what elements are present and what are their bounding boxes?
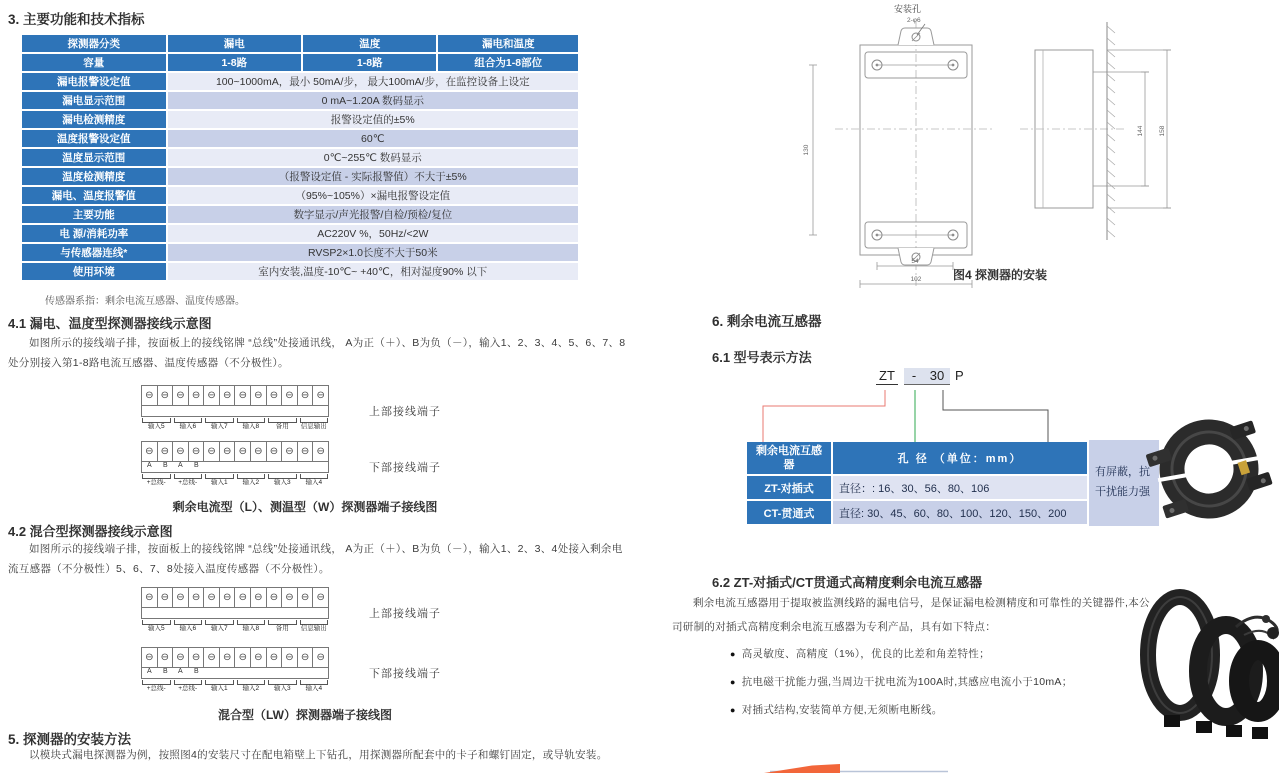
- screw-terminal-icon: ⊖: [158, 648, 174, 667]
- spec-value: （95%~105%）×漏电报警设定值: [168, 187, 578, 204]
- table-row: [22, 263, 578, 280]
- bottom-banner-fragment: [760, 762, 960, 776]
- terminal-label: 输入3: [268, 474, 297, 487]
- lower-terminal-caption: 下部接线端子: [369, 668, 441, 680]
- terminal-label: 输入4: [300, 474, 329, 487]
- terminal-label: 备用: [268, 418, 297, 431]
- section62-paragraph: 剩余电流互感器用于提取被监测线路的漏电信号，是保证漏电检测精度和可靠性的关键器件,本公司研制的对插式高精度剩余电流互感器为专利产品，具有如下特点：: [672, 597, 1150, 633]
- figure4-drawing: [795, 0, 1235, 295]
- table-row: [22, 73, 578, 90]
- screw-terminal-icon: ⊖: [189, 386, 205, 405]
- table-row: [22, 225, 578, 242]
- spec-header-cell: 温度: [303, 35, 436, 52]
- terminal-block-upper-41: [141, 385, 441, 431]
- screw-terminal-icon: ⊖: [189, 588, 205, 607]
- terminal-strip: [141, 587, 329, 608]
- spec-value: 100~1000mA，最小 50mA/步， 最大100mA/步，在监控设备上设定: [168, 73, 578, 90]
- terminal-labels: [141, 418, 329, 431]
- terminal-block-lower-41: [141, 441, 441, 487]
- bullet-icon: ●: [730, 705, 736, 715]
- spec-label: 漏电报警设定值: [22, 73, 166, 90]
- screw-terminal-icon: ⊖: [204, 588, 220, 607]
- split-core-ct-photo: [1145, 410, 1273, 528]
- terminal-label: 输入7: [205, 620, 234, 633]
- model-row-label: ZT-对插式: [747, 476, 831, 499]
- screw-terminal-icon: ⊖: [235, 386, 251, 405]
- section6-title: 6. 剩余电流互感器: [712, 314, 822, 329]
- screw-terminal-icon: ⊖: [220, 648, 236, 667]
- terminal-bar: [141, 608, 329, 619]
- bullet-icon: ●: [730, 649, 736, 659]
- screw-terminal-icon: ⊖: [235, 648, 251, 667]
- table-row: [22, 54, 578, 71]
- terminal-label: 输入1: [205, 680, 234, 693]
- section5-title: 5. 探测器的安装方法: [8, 732, 132, 747]
- screw-terminal-icon: ⊖: [142, 588, 158, 607]
- caption-42: 混合型（LW）探测器端子接线图: [218, 708, 392, 722]
- bus-letter: B: [163, 668, 168, 675]
- section61-title: 6.1 型号表示方法: [712, 350, 812, 365]
- model-table-side-note: 有屏蔽，抗干扰能力强: [1089, 440, 1159, 526]
- side-view: [1020, 22, 1125, 240]
- bus-letter: A: [178, 668, 183, 675]
- table-row: [747, 442, 1087, 474]
- terminal-strip: [141, 385, 329, 406]
- feature-list: [730, 646, 1160, 730]
- screw-terminal-icon: ⊖: [298, 386, 314, 405]
- terminal-label: 输入1: [205, 474, 234, 487]
- bus-letter: B: [163, 462, 168, 469]
- bus-letter: A: [147, 668, 152, 675]
- screw-terminal-icon: ⊖: [204, 648, 220, 667]
- section5-paragraph: 以模块式漏电探测器为例，按照图4的安装尺寸在配电箱壁上下钻孔，用探测器所配套中的卡子和螺钉固定，或导轨安装。: [29, 749, 608, 761]
- spec-label: 漏电检测精度: [22, 111, 166, 128]
- spec-value: 0 mA~1.20A 数码显示: [168, 92, 578, 109]
- table-row: [22, 244, 578, 261]
- model-table-header-col: 剩余电流互感器: [747, 442, 831, 474]
- screw-terminal-icon: ⊖: [251, 588, 267, 607]
- spec-label: 使用环境: [22, 263, 166, 280]
- toroidal-ct-photo: [1140, 575, 1279, 748]
- upper-terminal-caption: 上部接线端子: [369, 608, 441, 620]
- terminal-bar: [141, 462, 329, 473]
- model-table-header-val: 孔 径 （单位：mm）: [833, 442, 1087, 474]
- screw-terminal-icon: ⊖: [267, 648, 283, 667]
- terminal-block-upper-42: [141, 587, 441, 633]
- terminal-label: 输入2: [237, 680, 266, 693]
- table-row: [22, 187, 578, 204]
- spec-table-footnote: 传感器系指：剩余电流互感器、温度传感器。: [45, 296, 245, 307]
- table-row: [22, 168, 578, 185]
- terminal-labels: [141, 474, 329, 487]
- screw-terminal-icon: ⊖: [220, 442, 236, 461]
- section41-title: 4.1 漏电、温度型探测器接线示意图: [8, 316, 212, 331]
- spec-label: 温度显示范围: [22, 149, 166, 166]
- bus-letter: A: [147, 462, 152, 469]
- spec-value: 数字显示/声光报警/自检/预检/复位: [168, 206, 578, 223]
- screw-terminal-icon: ⊖: [158, 588, 174, 607]
- terminal-label: 输入2: [237, 474, 266, 487]
- terminal-labels: [141, 620, 329, 633]
- screw-terminal-icon: ⊖: [267, 386, 283, 405]
- terminal-bar: [141, 406, 329, 417]
- terminal-label: 输入5: [142, 620, 171, 633]
- svg-text:安装孔: 安装孔: [894, 4, 922, 14]
- terminal-label: 信息输出: [300, 620, 329, 633]
- bullet-icon: ●: [730, 677, 736, 687]
- screw-terminal-icon: ⊖: [142, 442, 158, 461]
- terminal-label: 输入6: [174, 418, 203, 431]
- screw-terminal-icon: ⊖: [251, 442, 267, 461]
- spec-value: 0℃~255℃ 数码显示: [168, 149, 578, 166]
- terminal-label: 输入3: [268, 680, 297, 693]
- screw-terminal-icon: ⊖: [189, 648, 205, 667]
- model-row-value: 直径: 30、45、60、80、100、120、150、200: [833, 501, 1087, 524]
- caption-41: 剩余电流型（L）、测温型（W）探测器端子接线图: [172, 500, 438, 514]
- spec-cell: 容量: [22, 54, 166, 71]
- spec-value: RVSP2×1.0长度不大于50米: [168, 244, 578, 261]
- screw-terminal-icon: ⊖: [158, 386, 174, 405]
- svg-text:2-φ6: 2-φ6: [907, 17, 921, 24]
- screw-terminal-icon: ⊖: [173, 386, 189, 405]
- list-item: ● 对插式结构,安装简单方便,无须断电断线。: [730, 704, 943, 716]
- screw-terminal-icon: ⊖: [282, 442, 298, 461]
- spec-value: （报警设定值 - 实际报警值）不大于±5%: [168, 168, 578, 185]
- terminal-label: 输入8: [237, 418, 266, 431]
- spec-label: 温度报警设定值: [22, 130, 166, 147]
- screw-terminal-icon: ⊖: [267, 588, 283, 607]
- screw-terminal-icon: ⊖: [298, 442, 314, 461]
- table-row: [22, 149, 578, 166]
- upper-terminal-caption: 上部接线端子: [369, 406, 441, 418]
- model-series: ZT: [876, 368, 898, 385]
- screw-terminal-icon: ⊖: [142, 386, 158, 405]
- table-row: [22, 130, 578, 147]
- table-row: [22, 92, 578, 109]
- spec-label: 漏电显示范围: [22, 92, 166, 109]
- terminal-label: 输入7: [205, 418, 234, 431]
- figure4-caption: 图4 探测器的安装: [952, 268, 1047, 282]
- list-item: ● 高灵敏度、高精度（1%），优良的比差和角差特性；: [730, 648, 990, 660]
- screw-terminal-icon: ⊖: [316, 592, 325, 603]
- spec-value: 室内安装,温度-10℃~ +40℃，相对湿度90% 以下: [168, 263, 578, 280]
- screw-terminal-icon: ⊖: [298, 648, 314, 667]
- screw-terminal-icon: ⊖: [204, 386, 220, 405]
- spec-value: AC220V %，50Hz/<2W: [168, 225, 578, 242]
- section42-paragraph: 如图所示的接线端子排，按面板上的接线铭牌 “总线”处接通讯线， A为正（＋）、B为负（－），输入1、2、3、4处接入剩余电流互感器（不分极性）5、6、7、8处接入温度传感器（不分极性）。: [8, 543, 623, 575]
- terminal-label: 输入8: [237, 620, 266, 633]
- terminal-label: +总线-: [142, 680, 171, 693]
- spec-label: 温度检测精度: [22, 168, 166, 185]
- model-size: 30: [924, 368, 950, 385]
- svg-text:158: 158: [1159, 125, 1166, 137]
- screw-terminal-icon: ⊖: [204, 442, 220, 461]
- list-item: ● 抗电磁干扰能力强,当周边干扰电流为100A时,其感应电流小于10mA；: [730, 676, 1073, 688]
- terminal-label: +总线-: [174, 680, 203, 693]
- table-row: [747, 476, 1087, 499]
- table-row: [22, 206, 578, 223]
- model-row-value: 直径：: 16、30、56、80、106: [833, 476, 1087, 499]
- bus-letter: A: [178, 462, 183, 469]
- spec-table: [20, 33, 580, 282]
- lower-terminal-caption: 下部接线端子: [369, 462, 441, 474]
- bus-letter: B: [194, 668, 199, 675]
- model-table-main: [745, 440, 1089, 526]
- screw-terminal-icon: ⊖: [220, 386, 236, 405]
- model-dash: -: [904, 368, 924, 385]
- screw-terminal-icon: ⊖: [189, 442, 205, 461]
- svg-text:144: 144: [1137, 125, 1144, 137]
- svg-text:54: 54: [911, 258, 919, 265]
- terminal-block-lower-42: [141, 647, 441, 693]
- spec-label: 电 源/消耗功率: [22, 225, 166, 242]
- spec-label: 与传感器连线*: [22, 244, 166, 261]
- screw-terminal-icon: ⊖: [235, 588, 251, 607]
- spec-cell: 1-8路: [303, 54, 436, 71]
- model-connector-lines: [745, 386, 1075, 442]
- screw-terminal-icon: ⊖: [158, 442, 174, 461]
- spec-header-cell: 漏电和温度: [438, 35, 578, 52]
- screw-terminal-icon: ⊖: [235, 442, 251, 461]
- terminal-label: 信息输出: [300, 418, 329, 431]
- screw-terminal-icon: ⊖: [282, 588, 298, 607]
- svg-text:102: 102: [910, 276, 922, 283]
- screw-terminal-icon: ⊖: [251, 648, 267, 667]
- table-row: [22, 35, 578, 52]
- screw-terminal-icon: ⊖: [173, 648, 189, 667]
- table-row: [747, 501, 1087, 524]
- screw-terminal-icon: ⊖: [282, 386, 298, 405]
- terminal-label: +总线-: [174, 474, 203, 487]
- spec-header-cell: 漏电: [168, 35, 301, 52]
- terminal-bar: [141, 668, 329, 679]
- screw-terminal-icon: ⊖: [173, 442, 189, 461]
- terminal-label: +总线-: [142, 474, 171, 487]
- terminal-label: 输入4: [300, 680, 329, 693]
- spec-header-cell: 探测器分类: [22, 35, 166, 52]
- screw-terminal-icon: ⊖: [220, 588, 236, 607]
- terminal-label: 备用: [268, 620, 297, 633]
- terminal-label: 输入5: [142, 418, 171, 431]
- model-table: [745, 440, 1159, 526]
- terminal-labels: [141, 680, 329, 693]
- spec-cell: 组合为1-8部位: [438, 54, 578, 71]
- terminal-strip: [141, 441, 329, 462]
- screw-terminal-icon: ⊖: [282, 648, 298, 667]
- section62-title: 6.2 ZT-对插式/CT贯通式高精度剩余电流互感器: [712, 575, 983, 590]
- screw-terminal-icon: ⊖: [316, 390, 325, 401]
- spec-label: 主要功能: [22, 206, 166, 223]
- section41-paragraph: 如图所示的接线端子排，按面板上的接线铭牌 “总线”处接通讯线， A为正（＋）、B为负（－），输入1、2、3、4、5、6、7、8处分别接入第1-8路电流互感器、温度传感器（不分极性）。: [8, 337, 626, 369]
- section42-title: 4.2 混合型探测器接线示意图: [8, 524, 173, 539]
- screw-terminal-icon: ⊖: [298, 588, 314, 607]
- spec-label: 漏电、温度报警值: [22, 187, 166, 204]
- screw-terminal-icon: ⊖: [142, 648, 158, 667]
- screw-terminal-icon: ⊖: [316, 446, 325, 457]
- section3-title: 3. 主要功能和技术指标: [8, 12, 145, 27]
- screw-terminal-icon: ⊖: [251, 386, 267, 405]
- screw-terminal-icon: ⊖: [173, 588, 189, 607]
- screw-terminal-icon: ⊖: [267, 442, 283, 461]
- bus-letter: B: [194, 462, 199, 469]
- model-suffix: P: [955, 368, 964, 383]
- spec-value: 报警设定值的±5%: [168, 111, 578, 128]
- terminal-label: 输入6: [174, 620, 203, 633]
- spec-cell: 1-8路: [168, 54, 301, 71]
- table-row: [22, 111, 578, 128]
- terminal-strip: [141, 647, 329, 668]
- svg-text:130: 130: [803, 144, 810, 156]
- screw-terminal-icon: ⊖: [316, 652, 325, 663]
- spec-value: 60℃: [168, 130, 578, 147]
- model-row-label: CT-贯通式: [747, 501, 831, 524]
